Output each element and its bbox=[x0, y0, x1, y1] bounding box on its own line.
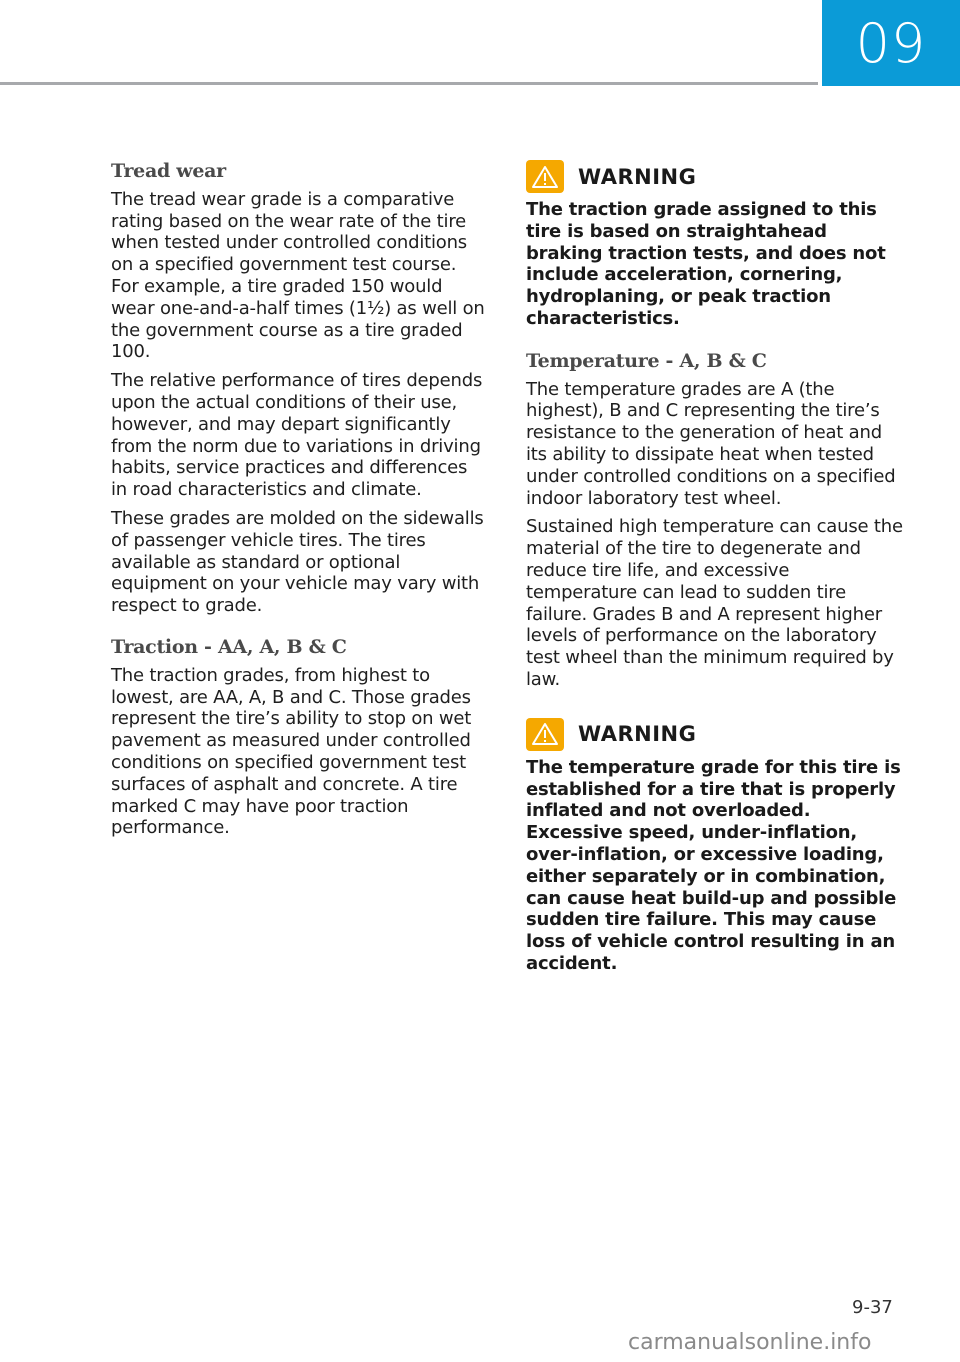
tread-wear-paragraph: The relative performance of tires depends upon the actual conditions of their use, however, and may depart significantly from the norm due to variations in driving habits, service practices and differences in road characteristics and climate. bbox=[111, 370, 483, 501]
traction-paragraph: The traction grades, from highest to lowest, are AA, A, B and C. Those grades represent the tire’s ability to stop on wet pavement as measured under controlled conditions on specified government test surfaces of asphalt and concrete. A tire marked C may have poor traction performance. bbox=[111, 664, 472, 839]
left-column bbox=[111, 160, 486, 846]
warning-text: The temperature grade for this tire is established for a tire that is properly inflated and not overloaded. Excessive speed, under-inflation, over-inflation, or excessive loading, either separately or in combination, can cause heat build-up and possible sudden tire failure. This may cause loss of vehicle control resulting in an accident. bbox=[526, 756, 901, 974]
watermark: carmanualsonline.info bbox=[628, 1330, 872, 1355]
tread-wear-paragraph: These grades are molded on the sidewalls of passenger vehicle tires. The tires available as standard or optional equipment on your vehicle may vary with respect to grade. bbox=[111, 507, 484, 617]
warning-header bbox=[526, 160, 904, 193]
chapter-tab: 09 bbox=[822, 0, 960, 86]
temperature-paragraph: Sustained high temperature can cause the material of the tire to degenerate and reduce tire life, and excessive temperature can lead to sudden tire failure. Grades B and A represent higher levels of performance on the laboratory test wheel than the minimum required by law. bbox=[526, 516, 903, 690]
warning-triangle-icon bbox=[526, 160, 564, 193]
warning-text: The traction grade assigned to this tire is based on straightahead braking traction tests, and does not include acceleration, cornering, hydroplaning, or peak traction characteristics. bbox=[526, 199, 886, 329]
page-number: 9-37 bbox=[852, 1297, 893, 1318]
traction-heading: Traction - AA, A, B & C bbox=[111, 635, 347, 658]
warning-header bbox=[526, 718, 904, 751]
right-column bbox=[526, 160, 904, 975]
temperature-paragraph: The temperature grades are A (the highest), B and C representing the tire’s resistance to the generation of heat and its ability to dissipate heat when tested under controlled conditions on a specified indoor laboratory test wheel. bbox=[526, 378, 896, 509]
tread-wear-heading: Tread wear bbox=[111, 160, 226, 182]
temperature-heading: Temperature - A, B & C bbox=[526, 349, 767, 372]
warning-triangle-icon bbox=[526, 718, 564, 751]
warning-title: WARNING bbox=[578, 722, 697, 747]
tread-wear-paragraph: The tread wear grade is a comparative rating based on the wear rate of the tire when tested under controlled conditions on a specified government test course. For example, a tire graded 150 would wear one-and-a-half times (1½) as well on the government course as a tire graded 100. bbox=[111, 188, 485, 363]
warning-title: WARNING bbox=[578, 164, 697, 189]
header-rule bbox=[0, 82, 818, 85]
